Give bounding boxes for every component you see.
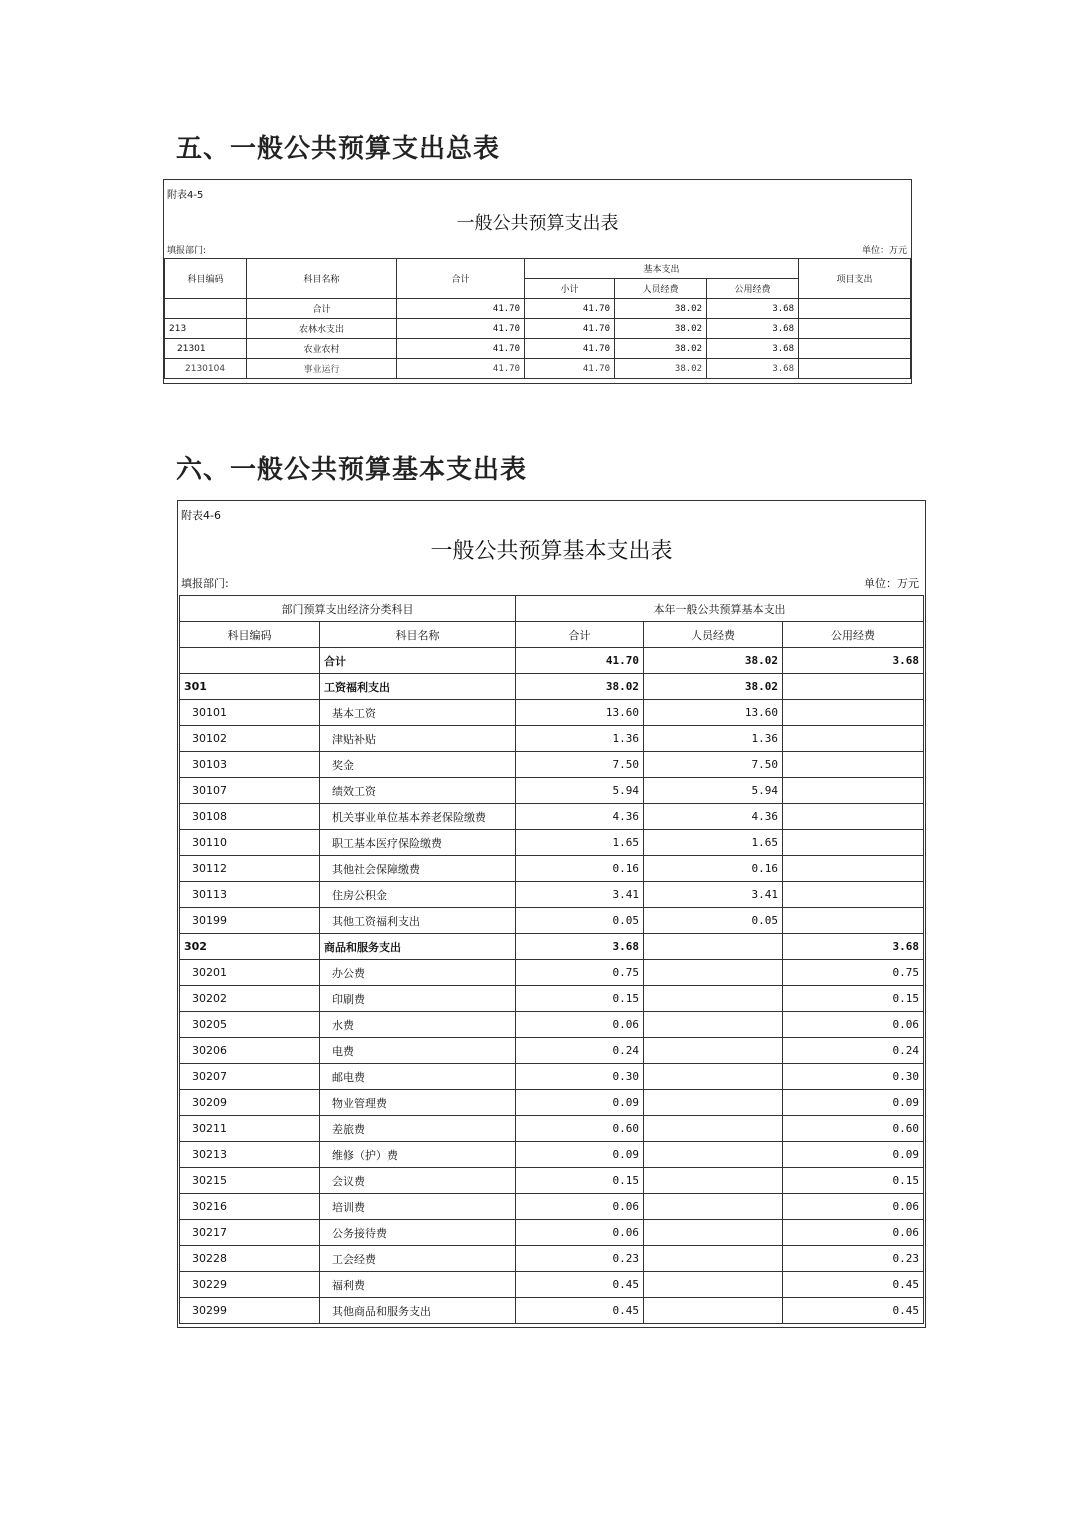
cell-total: 0.06 <box>516 1012 644 1038</box>
section5-attach-label: 附表4-5 <box>167 190 204 201</box>
table-row <box>165 299 911 319</box>
cell-project <box>799 359 911 379</box>
section5-table <box>164 258 911 379</box>
cell-name: 公务接待费 <box>320 1220 516 1246</box>
cell-public: 0.06 <box>783 1194 924 1220</box>
cell-subtotal: 41.70 <box>525 359 615 379</box>
cell-total: 0.45 <box>516 1272 644 1298</box>
cell-public <box>783 830 924 856</box>
cell-public <box>783 674 924 700</box>
cell-total: 7.50 <box>516 752 644 778</box>
cell-public: 0.30 <box>783 1064 924 1090</box>
section5-header-code: 科目编码 <box>165 259 247 299</box>
cell-code: 30201 <box>180 960 320 986</box>
cell-total: 1.65 <box>516 830 644 856</box>
cell-total: 0.15 <box>516 1168 644 1194</box>
cell-name: 印刷费 <box>320 986 516 1012</box>
cell-public: 0.75 <box>783 960 924 986</box>
cell-project <box>799 319 911 339</box>
cell-personnel <box>644 960 783 986</box>
section6-header-personnel: 人员经费 <box>644 622 783 648</box>
cell-total: 41.70 <box>397 319 525 339</box>
section5-header-name: 科目名称 <box>247 259 397 299</box>
cell-public: 0.09 <box>783 1090 924 1116</box>
section5-header-public: 公用经费 <box>707 279 799 299</box>
cell-personnel <box>644 1168 783 1194</box>
cell-public: 0.06 <box>783 1012 924 1038</box>
cell-public <box>783 882 924 908</box>
cell-total: 0.45 <box>516 1298 644 1324</box>
cell-name: 维修（护）费 <box>320 1142 516 1168</box>
cell-project <box>799 299 911 319</box>
cell-code: 30211 <box>180 1116 320 1142</box>
table-row <box>165 339 911 359</box>
cell-public: 3.68 <box>783 934 924 960</box>
cell-personnel: 38.02 <box>615 319 707 339</box>
cell-public <box>783 778 924 804</box>
table-row <box>165 319 911 339</box>
cell-name: 福利费 <box>320 1272 516 1298</box>
cell-code: 301 <box>180 674 320 700</box>
cell-name: 合计 <box>320 648 516 674</box>
cell-personnel <box>644 934 783 960</box>
section6-frame <box>177 500 926 1328</box>
table-row <box>180 1168 924 1194</box>
cell-total: 4.36 <box>516 804 644 830</box>
cell-personnel: 38.02 <box>644 648 783 674</box>
cell-personnel: 5.94 <box>644 778 783 804</box>
section5-dept-label: 填报部门: <box>167 246 207 256</box>
table-row <box>180 856 924 882</box>
cell-name: 水费 <box>320 1012 516 1038</box>
cell-code: 30215 <box>180 1168 320 1194</box>
cell-total: 41.70 <box>397 359 525 379</box>
cell-name: 工资福利支出 <box>320 674 516 700</box>
section5-header-personnel: 人员经费 <box>615 279 707 299</box>
cell-code: 30108 <box>180 804 320 830</box>
section6-heading: 六、一般公共预算基本支出表 <box>176 455 528 485</box>
cell-name: 物业管理费 <box>320 1090 516 1116</box>
cell-public: 3.68 <box>707 359 799 379</box>
cell-name: 培训费 <box>320 1194 516 1220</box>
section5-header-subtotal: 小计 <box>525 279 615 299</box>
cell-public: 0.15 <box>783 986 924 1012</box>
table-row <box>180 1246 924 1272</box>
cell-personnel <box>644 1298 783 1324</box>
cell-code: 30110 <box>180 830 320 856</box>
cell-name: 合计 <box>247 299 397 319</box>
cell-code: 30216 <box>180 1194 320 1220</box>
cell-total: 0.15 <box>516 986 644 1012</box>
cell-total: 0.16 <box>516 856 644 882</box>
cell-personnel <box>644 1246 783 1272</box>
cell-personnel: 0.05 <box>644 908 783 934</box>
section5-heading: 五、一般公共预算支出总表 <box>176 134 501 164</box>
cell-public: 0.45 <box>783 1298 924 1324</box>
section5-header-basic: 基本支出 <box>525 259 799 279</box>
cell-public: 0.23 <box>783 1246 924 1272</box>
cell-total: 0.30 <box>516 1064 644 1090</box>
section5-header-total: 合计 <box>397 259 525 299</box>
cell-total: 0.09 <box>516 1142 644 1168</box>
cell-public: 3.68 <box>783 648 924 674</box>
table-row <box>180 1038 924 1064</box>
cell-public: 0.24 <box>783 1038 924 1064</box>
cell-project <box>799 339 911 359</box>
cell-total: 0.06 <box>516 1220 644 1246</box>
table-row <box>180 1116 924 1142</box>
section6-header-group-left: 部门预算支出经济分类科目 <box>180 596 516 622</box>
cell-public <box>783 726 924 752</box>
cell-personnel: 38.02 <box>644 674 783 700</box>
cell-public <box>783 752 924 778</box>
section5-header-project: 项目支出 <box>799 259 911 299</box>
cell-code: 30113 <box>180 882 320 908</box>
cell-personnel: 3.41 <box>644 882 783 908</box>
table-row <box>180 804 924 830</box>
cell-public: 3.68 <box>707 299 799 319</box>
cell-code: 30102 <box>180 726 320 752</box>
table-row <box>180 778 924 804</box>
cell-code: 302 <box>180 934 320 960</box>
cell-code: 30217 <box>180 1220 320 1246</box>
cell-name: 其他工资福利支出 <box>320 908 516 934</box>
cell-subtotal: 41.70 <box>525 299 615 319</box>
cell-total: 41.70 <box>397 299 525 319</box>
cell-code: 30228 <box>180 1246 320 1272</box>
section6-header-name: 科目名称 <box>320 622 516 648</box>
cell-total: 3.41 <box>516 882 644 908</box>
cell-personnel <box>644 986 783 1012</box>
cell-code: 30107 <box>180 778 320 804</box>
cell-name: 差旅费 <box>320 1116 516 1142</box>
cell-name: 办公费 <box>320 960 516 986</box>
cell-name: 机关事业单位基本养老保险缴费 <box>320 804 516 830</box>
cell-subtotal: 41.70 <box>525 319 615 339</box>
cell-code: 30209 <box>180 1090 320 1116</box>
cell-subtotal: 41.70 <box>525 339 615 359</box>
cell-total: 0.75 <box>516 960 644 986</box>
cell-public: 0.06 <box>783 1220 924 1246</box>
cell-public: 0.15 <box>783 1168 924 1194</box>
cell-personnel: 4.36 <box>644 804 783 830</box>
cell-total: 0.60 <box>516 1116 644 1142</box>
table-row <box>180 752 924 778</box>
cell-public <box>783 856 924 882</box>
cell-personnel <box>644 1142 783 1168</box>
section6-dept-label: 填报部门: <box>181 577 229 590</box>
table-row <box>180 1272 924 1298</box>
cell-public: 0.60 <box>783 1116 924 1142</box>
table-row <box>180 674 924 700</box>
table-row <box>180 726 924 752</box>
cell-public <box>783 700 924 726</box>
table-row <box>180 934 924 960</box>
table-row <box>180 1298 924 1324</box>
table-row <box>180 882 924 908</box>
cell-personnel <box>644 1090 783 1116</box>
cell-total: 0.06 <box>516 1194 644 1220</box>
cell-public: 3.68 <box>707 319 799 339</box>
cell-code: 30229 <box>180 1272 320 1298</box>
cell-personnel: 38.02 <box>615 359 707 379</box>
cell-name: 其他商品和服务支出 <box>320 1298 516 1324</box>
cell-public: 0.45 <box>783 1272 924 1298</box>
cell-total: 0.05 <box>516 908 644 934</box>
cell-code: 21301 <box>165 339 247 359</box>
table-row <box>180 700 924 726</box>
cell-name: 住房公积金 <box>320 882 516 908</box>
cell-name: 职工基本医疗保险缴费 <box>320 830 516 856</box>
cell-personnel <box>644 1194 783 1220</box>
cell-total: 1.36 <box>516 726 644 752</box>
cell-code: 30213 <box>180 1142 320 1168</box>
table-row <box>180 908 924 934</box>
cell-code: 30199 <box>180 908 320 934</box>
cell-code: 30207 <box>180 1064 320 1090</box>
cell-code: 30299 <box>180 1298 320 1324</box>
table-row <box>180 1220 924 1246</box>
cell-personnel <box>644 1272 783 1298</box>
table-row <box>180 1064 924 1090</box>
section6-attach-label: 附表4-6 <box>181 509 221 522</box>
cell-code: 30205 <box>180 1012 320 1038</box>
cell-public: 0.09 <box>783 1142 924 1168</box>
cell-personnel <box>644 1012 783 1038</box>
cell-name: 事业运行 <box>247 359 397 379</box>
cell-personnel: 0.16 <box>644 856 783 882</box>
cell-name: 奖金 <box>320 752 516 778</box>
cell-name: 工会经费 <box>320 1246 516 1272</box>
cell-personnel: 1.65 <box>644 830 783 856</box>
cell-personnel: 38.02 <box>615 339 707 359</box>
table-row <box>180 1194 924 1220</box>
cell-name: 农业农村 <box>247 339 397 359</box>
table-row <box>180 1012 924 1038</box>
section5-table-title: 一般公共预算支出表 <box>456 213 619 234</box>
section5-frame <box>163 179 912 384</box>
cell-name: 基本工资 <box>320 700 516 726</box>
cell-personnel: 13.60 <box>644 700 783 726</box>
cell-public: 3.68 <box>707 339 799 359</box>
cell-code <box>180 648 320 674</box>
cell-code: 30101 <box>180 700 320 726</box>
table-row <box>180 830 924 856</box>
section6-header-total: 合计 <box>516 622 644 648</box>
cell-name: 津贴补贴 <box>320 726 516 752</box>
cell-code: 30112 <box>180 856 320 882</box>
section6-table-title: 一般公共预算基本支出表 <box>430 539 673 564</box>
cell-code: 30206 <box>180 1038 320 1064</box>
cell-personnel <box>644 1064 783 1090</box>
cell-code <box>165 299 247 319</box>
table-row <box>165 359 911 379</box>
table-row <box>180 986 924 1012</box>
cell-personnel: 7.50 <box>644 752 783 778</box>
section6-table <box>179 595 924 1324</box>
cell-total: 0.09 <box>516 1090 644 1116</box>
cell-code: 213 <box>165 319 247 339</box>
cell-code: 30202 <box>180 986 320 1012</box>
cell-code: 30103 <box>180 752 320 778</box>
cell-personnel <box>644 1116 783 1142</box>
cell-total: 41.70 <box>397 339 525 359</box>
cell-name: 电费 <box>320 1038 516 1064</box>
cell-total: 5.94 <box>516 778 644 804</box>
section5-unit-label: 单位：万元 <box>861 246 907 256</box>
section6-header-public: 公用经费 <box>783 622 924 648</box>
table-row <box>180 648 924 674</box>
cell-total: 41.70 <box>516 648 644 674</box>
cell-name: 邮电费 <box>320 1064 516 1090</box>
cell-personnel <box>644 1038 783 1064</box>
cell-personnel <box>644 1220 783 1246</box>
cell-total: 3.68 <box>516 934 644 960</box>
cell-name: 农林水支出 <box>247 319 397 339</box>
cell-name: 绩效工资 <box>320 778 516 804</box>
cell-public <box>783 804 924 830</box>
table-row <box>180 1090 924 1116</box>
cell-public <box>783 908 924 934</box>
cell-name: 商品和服务支出 <box>320 934 516 960</box>
section6-header-group-right: 本年一般公共预算基本支出 <box>516 596 924 622</box>
table-row <box>180 960 924 986</box>
cell-name: 其他社会保障缴费 <box>320 856 516 882</box>
section6-unit-label: 单位：万元 <box>864 577 919 590</box>
cell-total: 0.24 <box>516 1038 644 1064</box>
cell-total: 0.23 <box>516 1246 644 1272</box>
cell-total: 13.60 <box>516 700 644 726</box>
section6-header-code: 科目编码 <box>180 622 320 648</box>
cell-code: 2130104 <box>165 359 247 379</box>
table-row <box>180 1142 924 1168</box>
cell-name: 会议费 <box>320 1168 516 1194</box>
cell-personnel: 1.36 <box>644 726 783 752</box>
cell-total: 38.02 <box>516 674 644 700</box>
cell-personnel: 38.02 <box>615 299 707 319</box>
